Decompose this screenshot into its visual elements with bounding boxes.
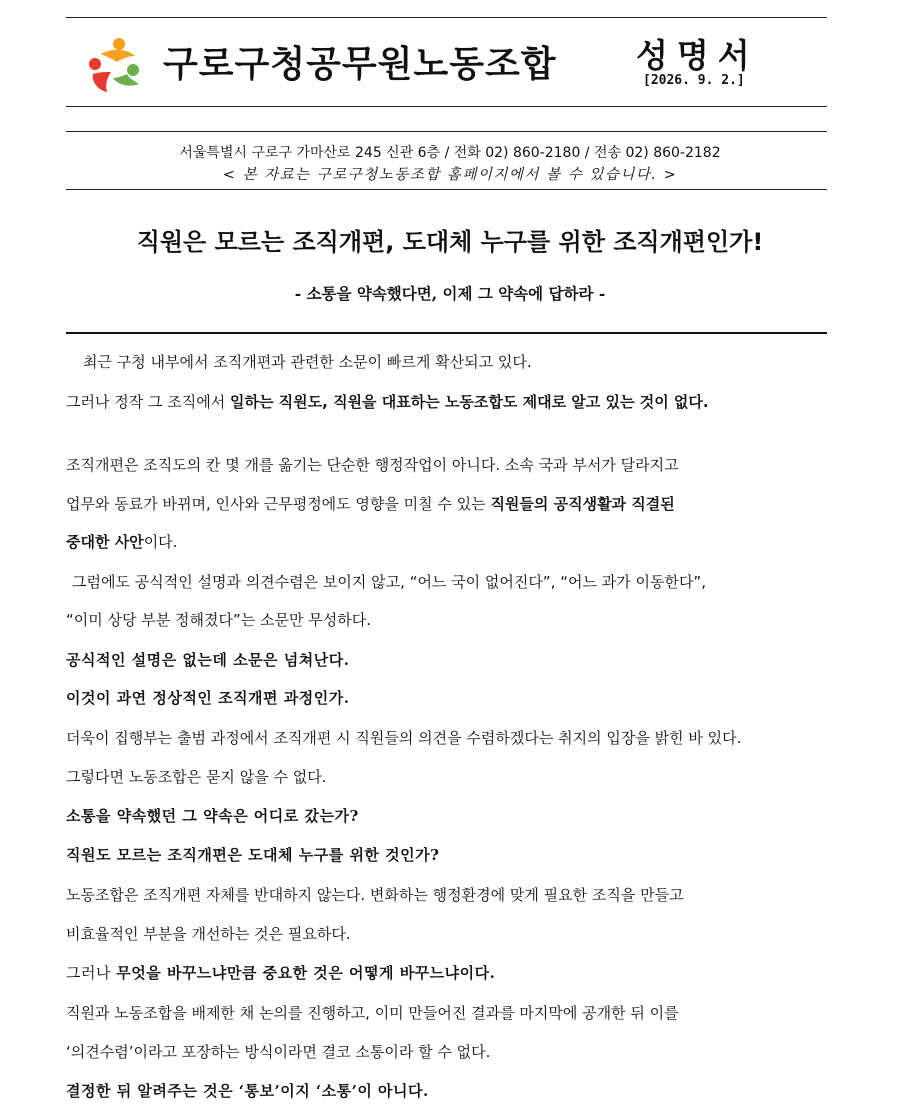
- body-text: “이미 상당 부분 정해졌다”는 소문만 무성하다.: [66, 611, 371, 629]
- body-emphasis: 직원도 모르는 조직개편은 도대체 누구를 위한 것인가?: [66, 846, 440, 864]
- body-line: [66, 1081, 846, 1101]
- body-line: [66, 845, 846, 865]
- body-line: [66, 885, 846, 905]
- body-line: [66, 924, 846, 944]
- body-line: [66, 494, 846, 514]
- body-line: [83, 352, 863, 372]
- body-line: [66, 806, 846, 826]
- header-top-rule: [66, 17, 827, 18]
- body-line: [66, 532, 846, 552]
- header-bottom-rule: [66, 106, 827, 107]
- body-line: [66, 728, 846, 748]
- body-line: [72, 572, 852, 592]
- body-text: 더욱이 집행부는 출범 과정에서 조직개편 시 직원들의 의견을 수렴하겠다는 취지의 입장을 밝힌 바 있다.: [66, 729, 742, 747]
- contact-bottom-rule: [66, 189, 827, 190]
- doc-type-title: 성명서: [636, 36, 759, 75]
- body-text: 그러나 정작 그 조직에서: [66, 393, 230, 411]
- body-text: 노동조합은 조직개편 자체를 반대하지 않는다. 변화하는 행정환경에 맞게 필요한 조직을 만들고: [66, 886, 684, 904]
- body-text: ‘의견수렴’이라고 포장하는 방식이라면 결코 소통이라 할 수 없다.: [66, 1043, 491, 1061]
- body-emphasis: 중대한 사안: [66, 533, 144, 551]
- body-line: [66, 1003, 846, 1023]
- body-emphasis: 일하는 직원도, 직원을 대표하는 노동조합도 제대로 알고 있는 것이 없다.: [229, 393, 709, 411]
- contact-address: 서울특별시 구로구 가마산로 245 신관 6층 / 전화 02) 860-2180 / 전송 02) 860-2182: [179, 145, 721, 161]
- body-text: 비효율적인 부분을 개선하는 것은 필요하다.: [66, 925, 351, 943]
- body-line: [66, 392, 846, 412]
- org-name: 구로구청공무원노동조합: [163, 44, 557, 85]
- body-line: [66, 455, 846, 475]
- headline-divider: [66, 332, 827, 334]
- body-line: [66, 1042, 846, 1062]
- body-line: [66, 688, 846, 708]
- homepage-notice: < 본 자료는 구로구청노동조합 홈페이지에서 볼 수 있습니다. >: [222, 167, 678, 183]
- statement-subtitle: - 소통을 약속했다면, 이제 그 약속에 답하라 -: [294, 284, 606, 303]
- body-line: [66, 610, 846, 630]
- body-line: [66, 650, 846, 670]
- contact-top-rule: [66, 131, 827, 132]
- body-line: [66, 963, 846, 983]
- union-people-logo-icon: [83, 34, 145, 96]
- body-text: 그럼에도 공식적인 설명과 의견수렴은 보이지 않고, “어느 국이 없어진다”, “어느 과가 이동한다”,: [72, 573, 706, 591]
- body-emphasis: 공식적인 설명은 없는데 소문은 넘쳐난다.: [66, 651, 350, 669]
- body-text: 직원과 노동조합을 배제한 채 논의를 진행하고, 이미 만들어진 결과를 마지막에 공개한 뒤 이를: [66, 1004, 679, 1022]
- body-text: 그러나: [66, 964, 117, 982]
- body-text: 조직개편은 조직도의 칸 몇 개를 옮기는 단순한 행정작업이 아니다. 소속 국과 부서가 달라지고: [66, 456, 679, 474]
- body-emphasis: 직원들의 공직생활과 직결된: [490, 495, 675, 513]
- body-text: 업무와 동료가 바뀌며, 인사와 근무평정에도 영향을 미칠 수 있는: [66, 495, 491, 513]
- body-text: 이다.: [143, 533, 178, 551]
- body-text: 최근 구청 내부에서 조직개편과 관련한 소문이 빠르게 확산되고 있다.: [83, 353, 532, 371]
- doc-date: [2026. 9. 2.]: [643, 73, 745, 88]
- body-emphasis: 이것이 과연 정상적인 조직개편 과정인가.: [66, 689, 350, 707]
- body-text: 그렇다면 노동조합은 묻지 않을 수 없다.: [66, 768, 327, 786]
- body-line: [66, 767, 846, 787]
- body-emphasis: 무엇을 바꾸느냐만큼 중요한 것은 어떻게 바꾸느냐이다.: [116, 964, 496, 982]
- body-emphasis: 결정한 뒤 알려주는 것은 ‘통보’이지 ‘소통’이 아니다.: [66, 1082, 429, 1100]
- body-emphasis: 소통을 약속했던 그 약속은 어디로 갔는가?: [66, 807, 359, 825]
- statement-headline: 직원은 모르는 조직개편, 도대체 누구를 위한 조직개편인가!: [136, 228, 764, 256]
